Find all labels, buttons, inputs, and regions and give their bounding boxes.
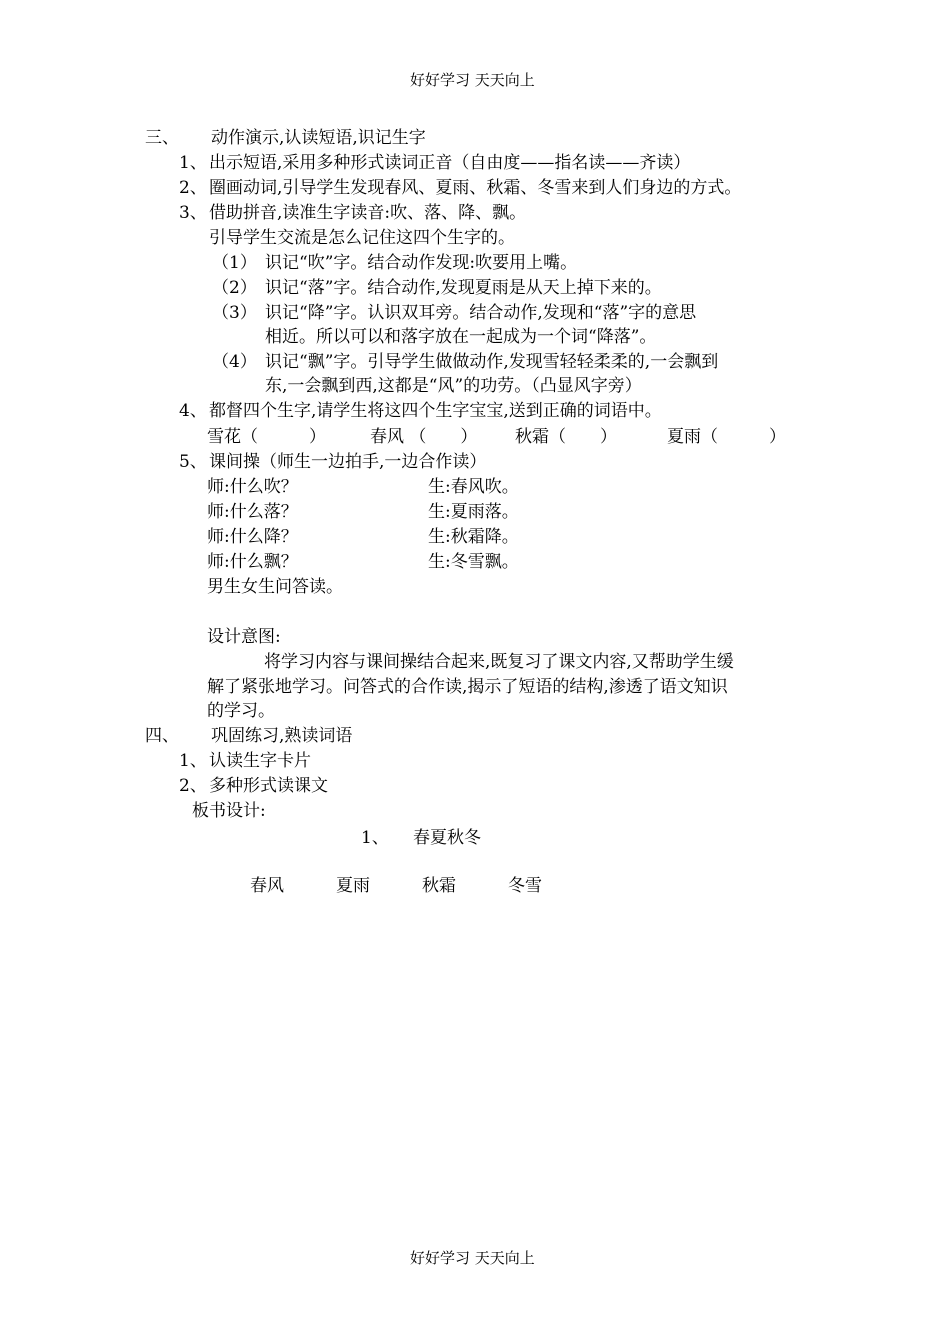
dialog-teacher-line: 师:什么吹？ (207, 477, 298, 497)
board-word: 秋霜 (422, 876, 456, 896)
dialog-student-line: 生:秋霜降。 (428, 527, 519, 547)
sub-1-text: 识记“吹”字。结合动作发现:吹要用上嘴。 (265, 253, 578, 273)
s4-item-2-text: 多种形式读课文 (209, 776, 328, 796)
item-4-text: 都督四个生字,请学生将这四个生字宝宝,送到正确的词语中。 (209, 401, 662, 421)
section-3-title: 动作演示,认读短语,识记生字 (211, 128, 426, 148)
s4-item-2-number: 2、 (179, 776, 207, 796)
fill-blank-3: 秋霜（ ） (515, 427, 617, 447)
design-intent-label: 设计意图: (207, 627, 281, 647)
sub-4-line-2: 东,一会飘到西,这都是“风”的功劳。（凸显风字旁） (265, 376, 642, 396)
dialog-teacher-line: 师:什么降？ (207, 527, 298, 547)
dialog-student-line: 生:冬雪飘。 (428, 552, 519, 572)
item-4-number: 4、 (179, 401, 207, 421)
item-1-text: 出示短语,采用多种形式读词正音（自由度——指名读——齐读） (209, 153, 691, 173)
item-5-after: 男生女生问答读。 (207, 577, 343, 597)
sub-4-line-1: 识记“飘”字。引导学生做做动作,发现雪轻轻柔柔的,一会飘到 (265, 352, 719, 372)
item-1-number: 1、 (179, 153, 207, 173)
item-3-text: 借助拼音,读准生字读音:吹、落、降、飘。 (209, 203, 527, 223)
board-number: 1、 (361, 828, 389, 848)
sub-3-line-1: 识记“降”字。认识双耳旁。结合动作,发现和“落”字的意思 (265, 303, 697, 323)
board-label: 板书设计: (192, 801, 266, 821)
fill-blank-2: 春风 （ ） (370, 427, 478, 447)
item-5-number: 5、 (179, 452, 207, 472)
section-4-number: 四、 (145, 726, 179, 746)
page-footer: 好好学习 天天向上 (410, 1249, 535, 1267)
sub-3-number: （3） (212, 303, 257, 323)
item-3-lead: 引导学生交流是怎么记住这四个生字的。 (209, 228, 515, 248)
page-header: 好好学习 天天向上 (410, 71, 535, 89)
board-title: 春夏秋冬 (413, 828, 481, 848)
item-3-number: 3、 (179, 203, 207, 223)
fill-blank-1: 雪花（ ） (207, 427, 326, 447)
sub-3-line-2: 相近。所以可以和落字放在一起成为一个词“降落”。 (265, 327, 657, 347)
dialog-student-line: 生:春风吹。 (428, 477, 519, 497)
sub-2-text: 识记“落”字。结合动作,发现夏雨是从天上掉下来的。 (265, 278, 662, 298)
s4-item-1-text: 认读生字卡片 (209, 751, 311, 771)
dialog-teacher-line: 师:什么飘？ (207, 552, 298, 572)
sub-1-number: （1） (212, 253, 257, 273)
section-4-title: 巩固练习,熟读词语 (211, 726, 353, 746)
board-word: 春风 (250, 876, 284, 896)
dialog-teacher-line: 师:什么落？ (207, 502, 298, 522)
design-intent-line-3: 的学习。 (207, 701, 275, 721)
s4-item-1-number: 1、 (179, 751, 207, 771)
item-2-text: 圈画动词,引导学生发现春风、夏雨、秋霜、冬雪来到人们身边的方式。 (209, 178, 742, 198)
section-3-number: 三、 (145, 128, 179, 148)
item-5-text: 课间操（师生一边拍手,一边合作读） (209, 452, 487, 472)
design-intent-line-2: 解了紧张地学习。问答式的合作读,揭示了短语的结构,渗透了语文知识 (207, 677, 728, 697)
fill-blank-4: 夏雨（ ） (667, 427, 786, 447)
sub-4-number: （4） (212, 352, 257, 372)
dialog-student-line: 生:夏雨落。 (428, 502, 519, 522)
item-2-number: 2、 (179, 178, 207, 198)
board-word: 冬雪 (508, 876, 542, 896)
design-intent-line-1: 将学习内容与课间操结合起来,既复习了课文内容,又帮助学生缓 (264, 652, 734, 672)
board-word: 夏雨 (336, 876, 370, 896)
sub-2-number: （2） (212, 278, 257, 298)
